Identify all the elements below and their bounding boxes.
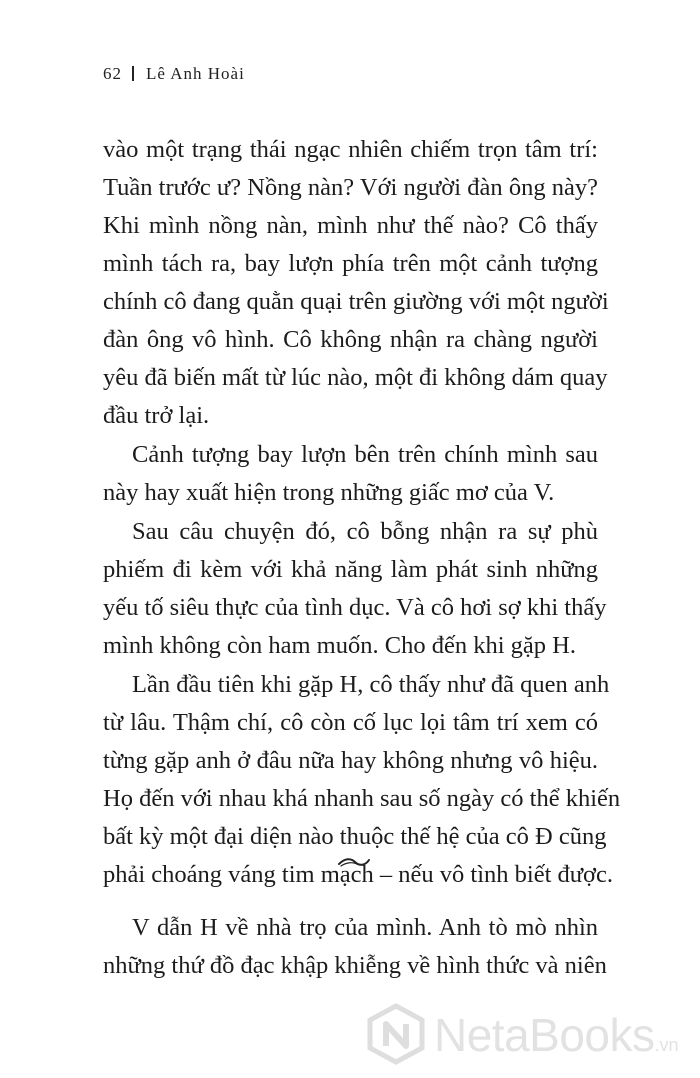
text-line: bất kỳ một đại diện nào thuộc thế hệ của cô Đ cũng (103, 823, 607, 850)
watermark (364, 1002, 694, 1072)
text-line: những thứ đồ đạc khập khiễng về hình thức và niên (103, 952, 607, 979)
text-line: đàn ông vô hình. Cô không nhận ra chàng người (103, 326, 598, 353)
text-line: Lần đầu tiên khi gặp H, cô thấy như đã quen anh (132, 671, 610, 698)
text-line: vào một trạng thái ngạc nhiên chiếm trọn tâm trí: (103, 136, 598, 163)
text-line: phiếm đi kèm với khả năng làm phát sinh những (103, 556, 598, 583)
text-line: Họ đến với nhau khá nhanh sau số ngày có thể khiến (103, 785, 621, 812)
text-line: từ lâu. Thậm chí, cô còn cố lục lọi tâm trí xem có (103, 709, 598, 736)
text-line: yêu đã biến mất từ lúc nào, một đi không dám quay (103, 364, 608, 391)
text-line: yếu tố siêu thực của tình dục. Và cô hơi sợ khi thấy (103, 594, 607, 621)
watermark-brand (434, 1008, 679, 1062)
header-separator (132, 66, 134, 81)
text-line: Khi mình nồng nàn, mình như thế nào? Cô thấy (103, 212, 598, 239)
watermark-domain-suffix: .vn (654, 1035, 679, 1055)
page-number: 62 (103, 64, 122, 83)
text-line: chính cô đang quằn quại trên giường với một người (103, 288, 609, 315)
author-name: Lê Anh Hoài (146, 64, 245, 83)
text-line: V dẫn H về nhà trọ của mình. Anh tò mò nhìn (132, 914, 598, 941)
text-line: phải choáng váng tim mạch – nếu vô tình biết được. (103, 861, 613, 888)
section-break-flourish-icon (337, 856, 371, 868)
running-header (103, 64, 245, 84)
text-line: Sau câu chuyện đó, cô bỗng nhận ra sự phù (132, 518, 598, 545)
text-line: này hay xuất hiện trong những giấc mơ của V. (103, 479, 555, 506)
netabooks-logo-icon (364, 1002, 428, 1066)
text-line: Tuần trước ư? Nồng nàn? Với người đàn ông này? (103, 174, 598, 201)
text-line: đầu trở lại. (103, 402, 210, 429)
watermark-brand-name: NetaBooks (434, 1009, 655, 1061)
text-line: từng gặp anh ở đâu nữa hay không nhưng vô hiệu. (103, 747, 598, 774)
text-line: Cảnh tượng bay lượn bên trên chính mình sau (132, 441, 598, 468)
text-line: mình tách ra, bay lượn phía trên một cảnh tượng (103, 250, 598, 277)
text-line: mình không còn ham muốn. Cho đến khi gặp H. (103, 632, 576, 659)
